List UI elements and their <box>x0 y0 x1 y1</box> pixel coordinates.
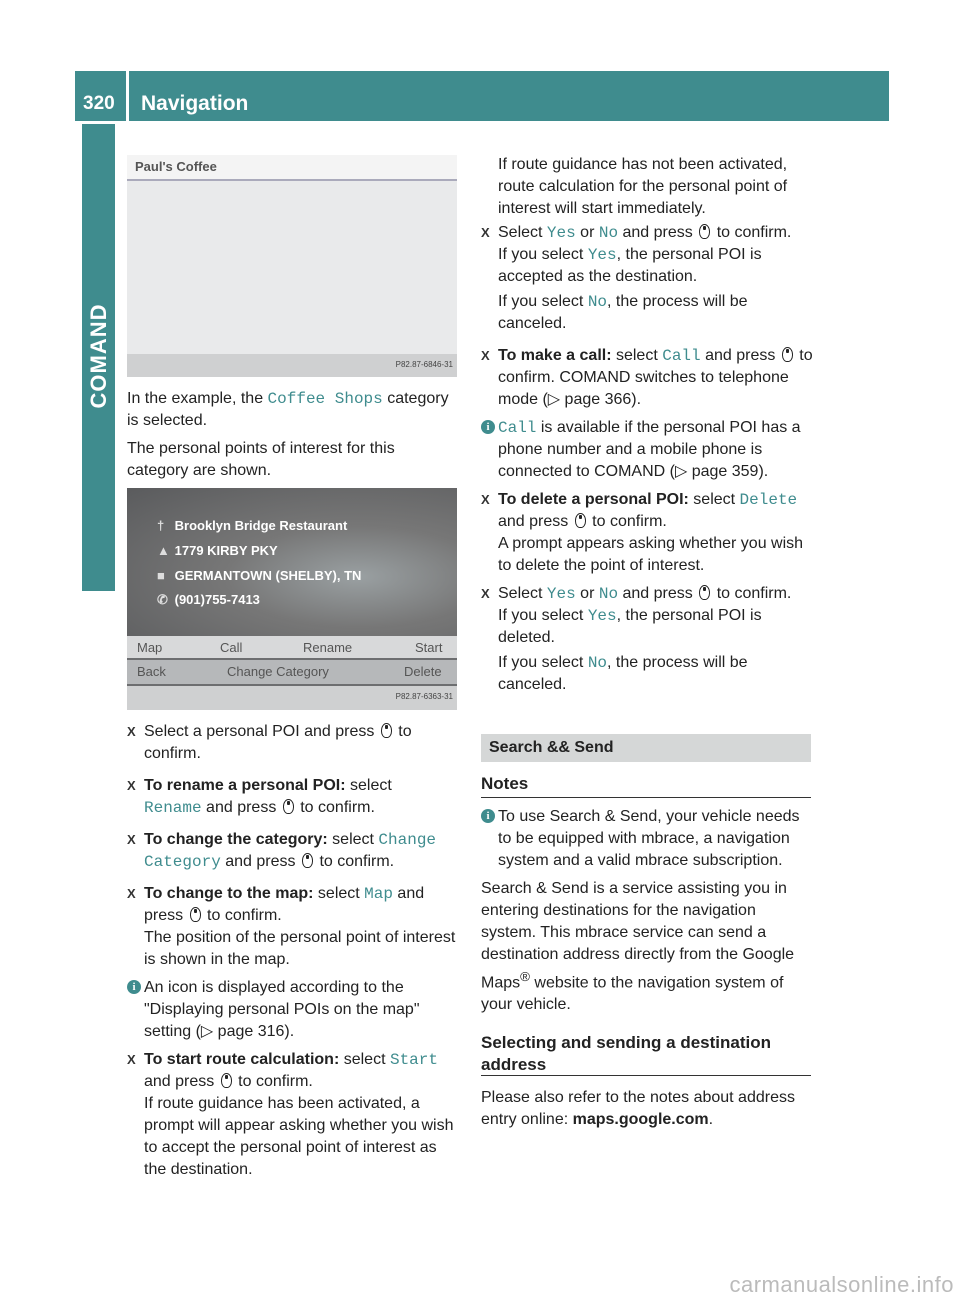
side-tab <box>82 121 115 591</box>
side-tab-gap <box>82 121 115 124</box>
ui-term: Call <box>498 419 537 437</box>
street-icon: ▲ <box>157 543 170 558</box>
ui-term: Map <box>364 885 393 903</box>
poi-street: 1779 KIRBY PKY <box>174 543 278 558</box>
step: X To change the category: select Change Category and press to confirm. <box>127 829 457 873</box>
phone-icon: ✆ <box>157 592 168 607</box>
ui-term: Yes <box>546 585 576 603</box>
menu-map[interactable]: Map <box>137 640 163 655</box>
screenshot-title-bar <box>127 155 457 181</box>
menu-delete[interactable]: Delete <box>404 664 442 679</box>
side-tab-label: COMAND <box>85 303 111 409</box>
controller-icon <box>575 513 586 528</box>
city-icon: ■ <box>157 568 165 583</box>
ui-term: No <box>598 585 619 603</box>
ui-term: Rename <box>144 799 202 817</box>
right-intro <box>481 154 813 220</box>
controller-icon <box>283 799 294 814</box>
left-column <box>127 388 457 482</box>
divider <box>481 797 811 798</box>
poi-name: Brooklyn Bridge Restaurant <box>174 518 348 533</box>
paragraph: If route guidance has not been activated, route calculation for the personal point of interest will start immediately. <box>498 156 788 217</box>
ui-term: Delete <box>739 491 798 509</box>
ui-term: Change <box>378 831 437 849</box>
screenshot-title: Paul's Coffee <box>135 159 217 174</box>
poi-name-row <box>157 518 347 533</box>
controller-icon <box>782 347 793 362</box>
screenshot-footer <box>127 686 457 710</box>
step: X To rename a personal POI: select Rename and press to confirm. <box>127 775 457 819</box>
info-icon: i <box>481 420 495 434</box>
ui-term: Call <box>662 347 701 365</box>
paragraph: If you select No, the process will be canceled. <box>498 293 748 332</box>
controller-icon <box>302 853 313 868</box>
step: X To make a call: select Call and press to confirm. COMAND switches to telephone mode (▷ page 366). <box>481 345 813 411</box>
side-spacer <box>872 121 889 581</box>
menu-rename[interactable]: Rename <box>303 640 353 655</box>
divider <box>481 1075 811 1076</box>
controller-icon <box>221 1073 232 1088</box>
step: X Select a personal POI and press to confirm. <box>127 721 457 765</box>
menu-call[interactable]: Call <box>220 640 243 655</box>
page-header <box>75 71 889 121</box>
screenshot-code: P82.87-6846-31 <box>395 360 453 369</box>
ui-term: No <box>587 293 608 311</box>
screenshot-code: P82.87-6363-31 <box>395 692 453 701</box>
controller-icon <box>190 907 201 922</box>
poi-city-row <box>157 568 361 583</box>
left-column-steps <box>127 721 457 1181</box>
watermark: carmanualsonline.info <box>729 1272 954 1297</box>
controller-icon <box>699 585 710 600</box>
map-background <box>127 488 457 636</box>
info-icon: i <box>127 980 141 994</box>
screenshot-footer <box>127 354 457 377</box>
ui-term: Yes <box>546 224 576 242</box>
ui-term: Start <box>389 1051 438 1069</box>
info-note: i An icon is displayed according to the "Displaying personal POIs on the map" setting (▷ page 316). <box>127 977 457 1043</box>
paragraph: The personal points of interest for this category are shown. <box>127 440 395 479</box>
step: X Select Yes or No and press to confirm. If you select Yes, the personal POI is deleted. <box>481 583 813 649</box>
step: X To change to the map: select Map and press to confirm. The position of the personal point of interest is shown in the map. <box>127 883 457 971</box>
paragraph: If you select No, the process will be canceled. <box>498 654 748 693</box>
info-note: i Call is available if the personal POI has a phone number and a mobile phone is connected to COMAND (▷ page 359). <box>481 417 813 483</box>
menu-change-category[interactable]: Change Category <box>227 664 329 679</box>
poi-phone-row <box>157 592 260 608</box>
poi-city: GERMANTOWN (SHELBY), TN <box>174 568 362 583</box>
ui-term: No <box>587 654 608 672</box>
section-heading-bar <box>481 734 811 762</box>
controller-icon <box>381 723 392 738</box>
screenshot-poi-detail <box>127 488 457 710</box>
header-divider <box>126 71 129 121</box>
page-title: Navigation <box>141 92 249 115</box>
ui-term: Yes <box>587 607 617 625</box>
ui-term: Coffee Shops <box>267 390 383 408</box>
subsection-heading: Selecting and sending a destination address <box>481 1033 771 1074</box>
poi-phone: (901)755-7413 <box>174 592 260 607</box>
notes-heading: Notes <box>481 774 529 793</box>
poi-street-row <box>157 543 278 558</box>
poi-menu-top <box>127 636 457 658</box>
screenshot-paul-coffee <box>127 155 457 377</box>
controller-icon <box>699 224 710 239</box>
section-heading: Search && Send <box>489 739 614 756</box>
right-column-steps <box>481 222 813 696</box>
screenshot-body <box>127 181 457 354</box>
ui-term: Category <box>144 853 221 871</box>
paragraph: Search & Send is a service assisting you in entering destinations for the navigation system. This mbrace service can send a destination address directly from the Google Maps® website to the navigation system of your vehicle. <box>481 880 795 1014</box>
link-text[interactable]: maps.google.com <box>572 1111 709 1128</box>
right-column-search <box>481 806 813 1016</box>
ui-term: No <box>598 224 619 242</box>
ui-term: Yes <box>587 246 617 264</box>
step: X To start route calculation: select Start and press to confirm. If route guidance has been activated, a prompt will appear asking whether you wish to accept the personal point of interest as the destination. <box>127 1049 457 1181</box>
menu-start[interactable]: Start <box>415 640 443 655</box>
paragraph: Please also refer to the notes about address entry online: maps.google.com. <box>481 1089 795 1128</box>
paragraph: In the example, the Coffee Shops category is selected. <box>127 390 449 429</box>
poi-menu-bottom <box>127 660 457 684</box>
poi-icon: † <box>157 518 165 533</box>
info-note: i To use Search & Send, your vehicle needs to be equipped with mbrace, a navigation system and a valid mbrace subscription. <box>481 806 813 872</box>
step: X Select Yes or No and press to confirm. If you select Yes, the personal POI is accepted as the destination. <box>481 222 813 288</box>
menu-back[interactable]: Back <box>137 664 166 679</box>
info-icon: i <box>481 809 495 823</box>
page-number: 320 <box>83 93 115 114</box>
right-column-final <box>481 1087 813 1131</box>
step: X To delete a personal POI: select Delete and press to confirm. A prompt appears asking whether you wish to delete the point of interest. <box>481 489 813 577</box>
